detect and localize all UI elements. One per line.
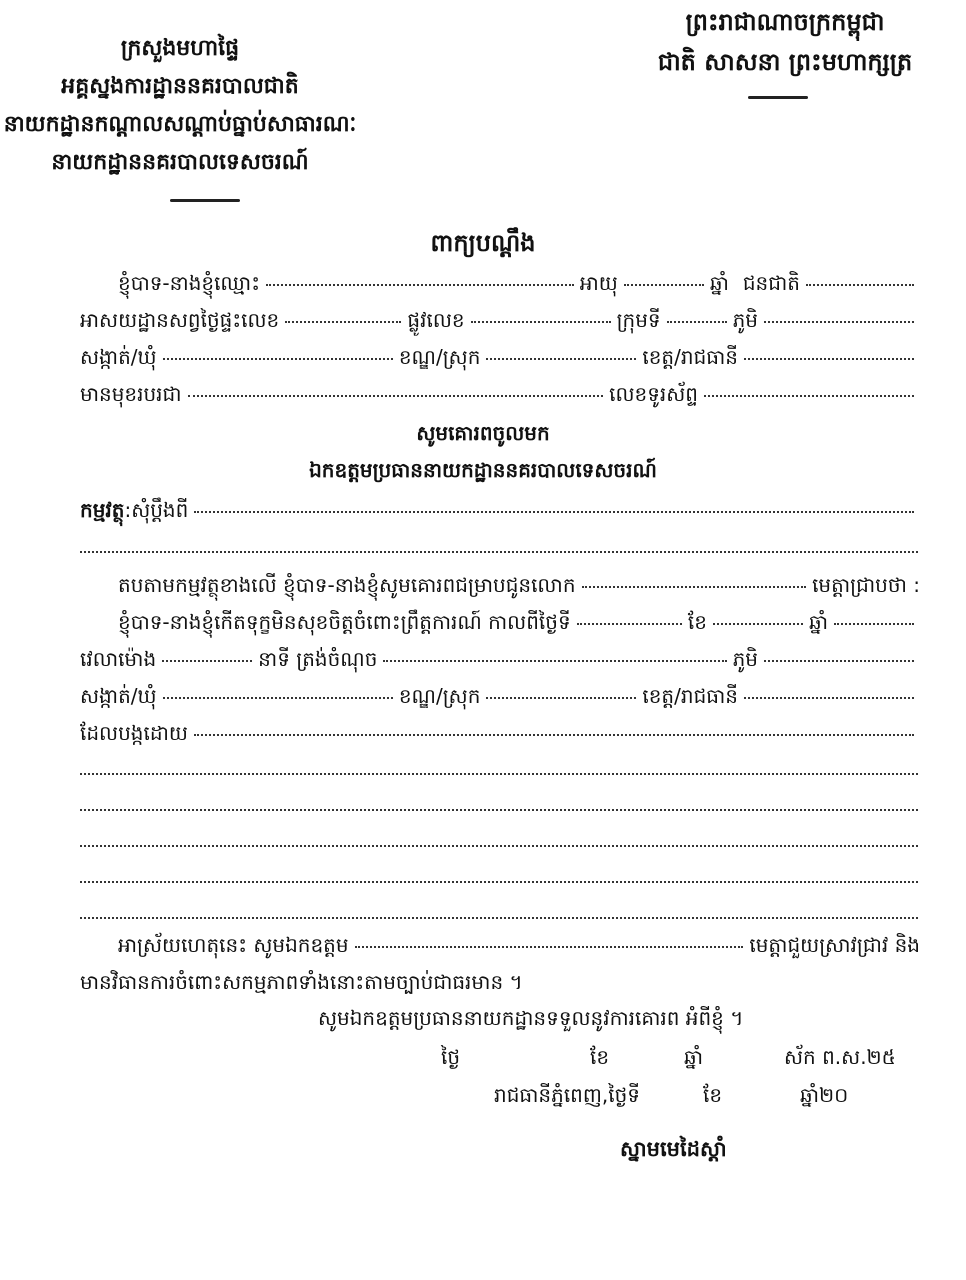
lunar-year-label: ឆ្នាំ — [684, 1045, 704, 1069]
solar-month-label: ខែ — [703, 1083, 723, 1107]
incident-village-field[interactable] — [764, 659, 914, 662]
thumbprint-label: ស្នាមមេដៃស្តាំ — [620, 1137, 727, 1161]
incident-year-field[interactable] — [834, 622, 914, 625]
subject-field[interactable] — [194, 510, 914, 513]
village-field[interactable] — [764, 320, 914, 323]
applicant-name-row — [80, 270, 920, 300]
province-label: ខេត្ត/រាជធានី — [642, 345, 738, 369]
group-field[interactable] — [667, 320, 727, 323]
request-end: មេត្តាជួយស្រាវជ្រាវ និង — [749, 933, 920, 957]
time-field[interactable] — [162, 659, 252, 662]
request-start: អាស្រ័យហេតុនេះ សូមឯកឧត្តម — [118, 933, 349, 957]
age-label: អាយុ — [579, 271, 618, 295]
intro-row — [80, 572, 920, 602]
description-line[interactable] — [80, 916, 918, 919]
occupation-label: មានមុខរបរជា — [80, 382, 182, 406]
incident-label: ខ្ញុំបាទ-នាងខ្ញុំកើតទុក្ខមិនសុខចិត្តចំពោះព្រឹត្តការណ៍ កាលពីថ្ងៃទី — [118, 610, 571, 634]
closing-respect: សូមឯកឧត្តមប្រធាននាយកដ្ឋានទទួលនូវការគោរព អំពីខ្ញុំ ។ — [318, 1006, 744, 1030]
incident-village-label: ភូមិ — [732, 647, 758, 671]
incident-district-label: ខណ្ឌ/ស្រុក — [398, 684, 481, 708]
subject-field-continued[interactable] — [80, 550, 918, 553]
location-field[interactable] — [383, 659, 726, 662]
right-ornament — [748, 96, 808, 99]
incident-date-row — [80, 609, 920, 639]
street-label: ផ្លូវលេខ — [407, 308, 465, 332]
nationality-field[interactable] — [806, 283, 914, 286]
request-row — [80, 932, 920, 962]
buddhist-era: ស័ក ព.ស.២៥ — [784, 1045, 896, 1069]
intro-end: មេត្តាជ្រាបថា : — [812, 573, 920, 597]
description-line[interactable] — [80, 844, 918, 847]
commune-field[interactable] — [163, 357, 393, 360]
house-number-field[interactable] — [285, 320, 401, 323]
district-field[interactable] — [486, 357, 636, 360]
phone-label: លេខទូរស័ព្ទ — [609, 382, 698, 406]
kingdom-title: ព្រះរាជាណាចក្រកម្ពុជា — [685, 8, 885, 36]
age-field[interactable] — [624, 283, 704, 286]
occupation-field[interactable] — [188, 394, 604, 397]
applicant-address-row — [80, 307, 920, 337]
province-field[interactable] — [744, 357, 914, 360]
general-commissariat: អគ្គស្នងការដ្ឋាននគរបាលជាតិ — [61, 74, 299, 99]
subject-label: កម្មវត្ថុ — [80, 498, 125, 522]
cause-field[interactable] — [194, 733, 914, 736]
incident-time-row — [80, 646, 920, 676]
request-continuation — [80, 969, 920, 999]
incident-commune-field[interactable] — [163, 696, 393, 699]
request-cont: មានវិធានការចំពោះសកម្មភាពទាំងនោះតាមច្បាប់ជាធរមាន ។ — [80, 970, 523, 994]
minute-label: នាទី ត្រង់ចំណុច — [258, 647, 378, 671]
subject-text: សុំប្តឹងពី — [131, 498, 189, 522]
subject-colon: : — [124, 498, 132, 522]
applicant-commune-row — [80, 344, 920, 374]
time-label: វេលាម៉ោង — [80, 647, 157, 671]
group-label: ក្រុមទី — [616, 308, 661, 332]
respect-greeting: សូមគោរពចូលមក — [416, 421, 550, 445]
village-label: ភូមិ — [732, 308, 758, 332]
incident-month-label: ខែ — [687, 610, 707, 634]
year-label: ឆ្នាំ — [709, 271, 729, 295]
lunar-day-label: ថ្ងៃ — [441, 1045, 461, 1069]
incident-province-field[interactable] — [744, 696, 914, 699]
cause-label: ដែលបង្កដោយ — [80, 721, 188, 745]
intro-start: តបតាមកម្មវត្ថុខាងលើ ខ្ញុំបាទ-នាងខ្ញុំសូមគោរពជម្រាបជូនលោក — [118, 573, 576, 597]
lunar-month-label: ខែ — [590, 1045, 610, 1069]
incident-day-field[interactable] — [577, 622, 682, 625]
request-field[interactable] — [355, 945, 744, 948]
recipient-title: ឯកឧត្តមប្រធាននាយកដ្ឋាននគរបាលទេសចរណ៍ — [309, 458, 657, 482]
incident-district-field[interactable] — [486, 696, 636, 699]
solar-year-label: ឆ្នាំ២០ — [800, 1083, 849, 1107]
ministry-name: ក្រសួងមហាផ្ទៃ — [120, 36, 240, 61]
solar-place-day: រាជធានីភ្នំពេញ,ថ្ងៃទី — [494, 1083, 641, 1107]
left-ornament — [170, 199, 240, 202]
address-label: អាសយដ្ឋានសព្វថ្ងៃផ្ទះលេខ — [80, 308, 280, 332]
central-department: នាយកដ្ឋានកណ្តាលសណ្តាប់ធ្នាប់សាធារណៈ — [3, 112, 357, 137]
description-line[interactable] — [80, 808, 918, 811]
phone-field[interactable] — [704, 394, 914, 397]
district-label: ខណ្ឌ/ស្រុក — [398, 345, 481, 369]
nationality-label: ជនជាតិ — [742, 271, 800, 295]
tourism-police-department: នាយកដ្ឋាននគរបាលទេសចរណ៍ — [51, 150, 309, 175]
incident-commune-row — [80, 683, 920, 713]
description-line[interactable] — [80, 772, 918, 775]
name-field[interactable] — [266, 283, 574, 286]
street-field[interactable] — [471, 320, 611, 323]
incident-year-label: ឆ្នាំ — [808, 610, 828, 634]
incident-month-field[interactable] — [713, 622, 803, 625]
cause-row — [80, 720, 920, 750]
subject-row — [80, 497, 920, 527]
commune-label: សង្កាត់/ឃុំ — [80, 345, 157, 369]
description-line[interactable] — [80, 880, 918, 883]
incident-province-label: ខេត្ត/រាជធានី — [642, 684, 738, 708]
applicant-occupation-row — [80, 381, 920, 411]
document-title: ពាក្យបណ្តឹង — [430, 229, 536, 257]
national-motto: ជាតិ សាសនា ព្រះមហាក្សត្រ — [657, 48, 913, 76]
name-label: ខ្ញុំបាទ-នាងខ្ញុំឈ្មោះ — [118, 271, 260, 295]
incident-commune-label: សង្កាត់/ឃុំ — [80, 684, 157, 708]
officer-field[interactable] — [582, 585, 807, 588]
